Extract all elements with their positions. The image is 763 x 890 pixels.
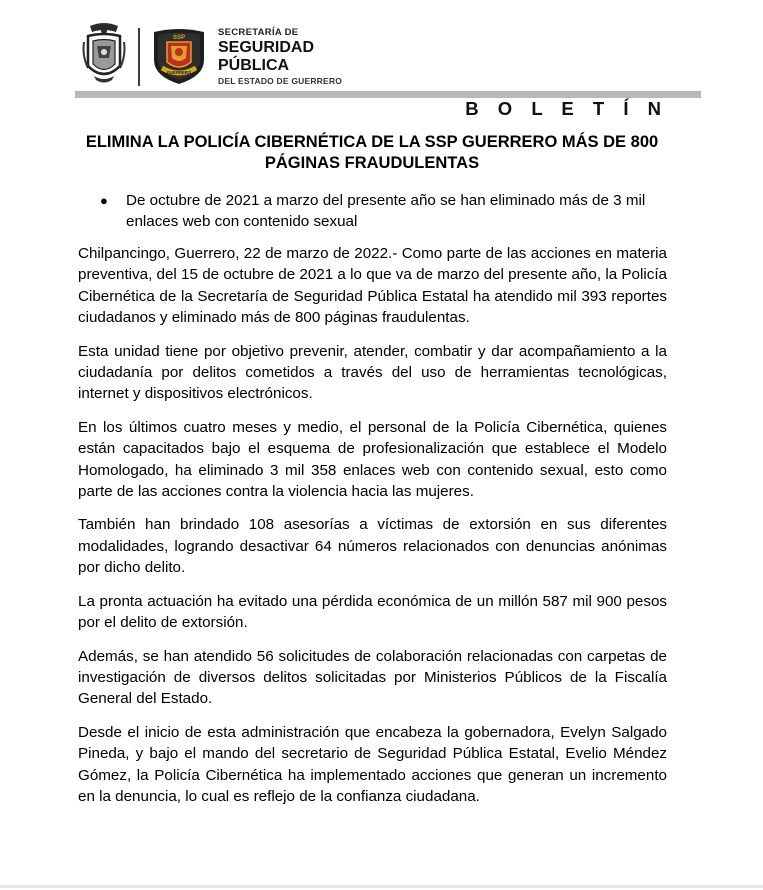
headline: ELIMINA LA POLICÍA CIBERNÉTICA DE LA SSP GUERRERO MÁS DE 800 PÁGINAS FRAUDULENTAS [85,133,659,172]
org-name-line3: PÚBLICA [218,56,290,74]
document-type-label: B O L E T Í N [465,98,668,119]
paragraph: Además, se han atendido 56 solicitudes de colaboración relacionadas con carpetas de investigación de diversos delitos solicitadas por Ministerios Públicos de la Fiscalía General del Estado. [78,647,667,708]
paragraph: Chilpancingo, Guerrero, 22 de marzo de 2022.- Como parte de las acciones en materia preventiva, del 15 de octubre de 2021 a lo que va de marzo del presente año, la Policía Cibernética de la Secretaría de Seguridad Pública Estatal ha atendido mil 393 reportes ciudadanos y eliminado más de 800 páginas fraudulentas. [78,245,667,327]
guerrero-coat-of-arms-logo [82,22,126,88]
organization-name [218,28,342,85]
header-gray-bar [75,91,701,98]
paragraph: En los últimos cuatro meses y medio, el personal de la Policía Cibernética, quienes están capacitados bajo el esquema de profesionalización que establece el Modelo Homologado, ha eliminado 3 mil 358 enlaces web con contenido sexual, esto como parte de las acciones contra la violencia hacia las mujeres. [78,418,667,501]
org-name-line1: SECRETARÍA DE [218,27,299,38]
article-body [78,243,667,819]
paragraph: Esta unidad tiene por objetivo prevenir, atender, combatir y dar acompañamiento a la ciudadanía por delitos cometidos a través del uso de herramientas tecnológicas, internet y dispositivos electrónicos. [78,342,667,403]
letterhead [78,18,700,98]
ssp-badge-bottom-text: GUERRERO [166,70,192,75]
ssp-badge-logo [148,24,210,86]
bullet-text: De octubre de 2021 a marzo del presente año se han eliminado más de 3 mil enlaces web con contenido sexual [126,192,646,230]
org-name-line2: SEGURIDAD [218,38,315,56]
header-divider [138,28,140,86]
ssp-badge-top-text: SSP [172,35,186,41]
paragraph: También han brindado 108 asesorías a víctimas de extorsión en sus diferentes modalidades, logrando desactivar 64 números relacionados con denuncias anónimas por dicho delito. [78,516,667,577]
paragraph: Desde el inicio de esta administración que encabeza la gobernadora, Evelyn Salgado Pineda, y bajo el mando del secretario de Seguridad Pública Estatal, Evelio Méndez Gómez, la Policía Cibernética ha implementado acciones que generan un incremento en la denuncia, lo cual es reflejo de la confianza ciudadana. [78,723,667,805]
paragraph: La pronta actuación ha evitado una pérdida económica de un millón 587 mil 900 pesos por el delito de extorsión. [78,592,667,632]
summary-bullet [100,190,668,232]
page-bottom-edge [0,885,763,888]
org-name-line4: DEL ESTADO DE GUERRERO [218,75,343,86]
bullet-icon: ● [100,193,108,208]
